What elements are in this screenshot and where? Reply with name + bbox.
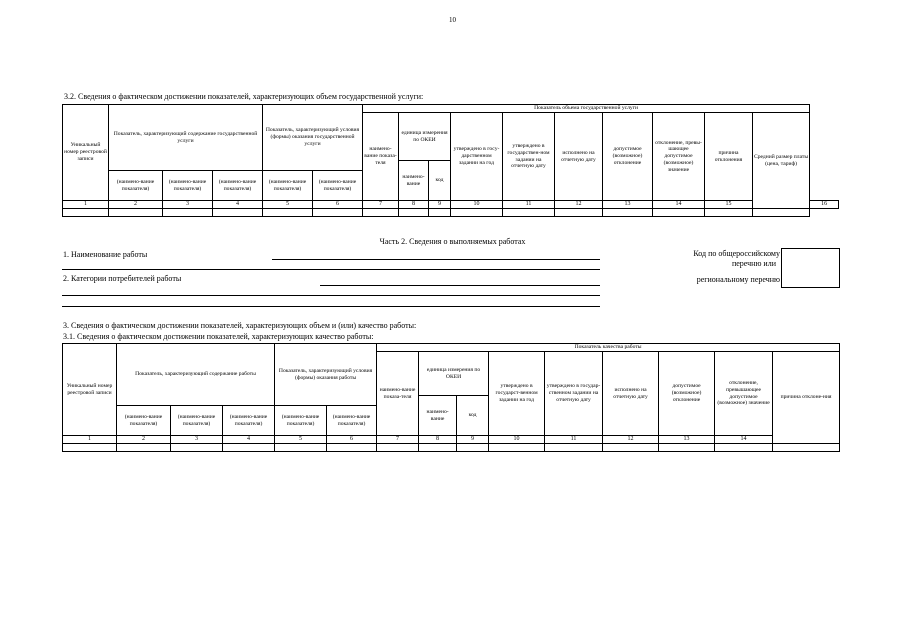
quality-indicators-table [62,343,840,452]
empty-cell [117,444,171,452]
header-executed: исполнено на отчетную дату [555,113,603,201]
code-label-line-3: региональному перечню [696,275,780,284]
header-content-indicator: Показатель, характеризующий содержание государственной услуги [109,105,263,171]
column-number: 12 [603,436,659,444]
column-number: 9 [457,436,489,444]
subheader-name-indicator: (наимено-вание показателя) [213,171,263,201]
subheader-name-indicator: (наимено-вание показателя) [275,406,327,436]
header-unit-name: наимено-вание [399,161,429,201]
empty-cell [773,444,840,452]
empty-cell [451,209,503,217]
header-content-indicator: Показатель, характеризующий содержание работы [117,344,275,406]
header-approved-year: утверждено в госу-дарственном задании на год [451,113,503,201]
consumers-line [320,285,600,286]
header-unique-number: Уникальный номер реестровой записи [63,105,109,201]
column-number: 9 [429,201,451,209]
header-deviation-reason: причина отклоне-ния [773,352,840,444]
code-label [650,249,780,285]
subheader-name-indicator: (наимено-вание показателя) [163,171,213,201]
empty-cell [489,444,545,452]
empty-cell [275,444,327,452]
empty-cell [429,209,451,217]
column-number: 3 [171,436,223,444]
column-number: 14 [715,436,773,444]
subheader-name-indicator: (наимено-вание показателя) [223,406,275,436]
work-name-line-2 [62,269,600,270]
empty-cell [109,209,163,217]
subheader-name-indicator: (наимено-вание показателя) [327,406,377,436]
section-3-1-caption: 3.1. Сведения о фактическом достижении показателей, характеризующих качество работы: [63,332,374,341]
code-label-line-1: Код по общероссийскому [693,249,780,258]
empty-cell [213,209,263,217]
column-number: 3 [163,201,213,209]
empty-cell [503,209,555,217]
empty-cell [659,444,715,452]
part-2-title: Часть 2. Сведения о выполняемых работах [379,237,526,246]
header-executed: исполнено на отчетную дату [603,352,659,436]
section-3-caption: 3. Сведения о фактическом достижении показателей, характеризующих объем и (или) качество работы: [63,321,417,330]
header-approved-year: утверждено в государст-венном задании на год [489,352,545,436]
empty-cell [603,209,653,217]
header-approved-date: утверждено в государствен-ном задании на отчетную дату [503,113,555,201]
column-number: 15 [705,201,753,209]
header-unit-okei: единица измерения по ОКЕИ [419,352,489,396]
code-label-line-2: перечню или [731,259,776,268]
consumers-line-3 [62,306,600,307]
column-number: 10 [489,436,545,444]
column-number: 7 [377,436,419,444]
column-number: 2 [109,201,163,209]
header-average-fee: Средний размер платы (цена, тариф) [753,113,810,209]
empty-cell [545,444,603,452]
header-over-deviation: отклонение, превышающее допустимое (возможное) значение [715,352,773,436]
empty-cell [399,209,429,217]
consumers-line-2 [62,295,600,296]
column-number: 13 [603,201,653,209]
table-row [63,209,839,217]
header-approved-date: утверждено в государ-ственном задании на отчетную дату [545,352,603,436]
header-volume-indicator: Показатель объема государственной услуги [363,105,810,113]
header-unique-number: Уникальный номер реестровой записи [63,344,117,436]
code-box [781,248,840,288]
subheader-name-indicator: (наимено-вание показателя) [171,406,223,436]
empty-cell [63,444,117,452]
empty-cell [313,209,363,217]
column-number: 10 [451,201,503,209]
column-number: 6 [313,201,363,209]
header-allowed-deviation: допустимое (возможное) отклонение [603,113,653,201]
empty-cell [171,444,223,452]
volume-indicators-table [62,104,839,217]
empty-cell [223,444,275,452]
work-name-label: 1. Наименование работы [63,250,148,259]
header-indicator-name: наимено-вание показа-теля [377,352,419,436]
column-number: 5 [275,436,327,444]
header-unit-name: наимено-вание [419,396,457,436]
column-number: 13 [659,436,715,444]
column-number: 12 [555,201,603,209]
header-unit-okei: единица измерения по ОКЕИ [399,113,451,161]
empty-cell [419,444,457,452]
header-indicator-name: наимено-вание показа-теля [363,113,399,201]
column-number: 8 [419,436,457,444]
header-deviation-reason: причина отклонения [705,113,753,201]
column-number: 2 [117,436,171,444]
empty-cell [705,209,753,217]
subheader-name-indicator: (наимено-вание показателя) [263,171,313,201]
empty-cell [327,444,377,452]
section-3-2-caption: 3.2. Сведения о фактическом достижении показателей, характеризующих объем государственной услуги: [64,92,424,101]
empty-cell [363,209,399,217]
empty-cell [263,209,313,217]
work-name-line [272,259,600,260]
empty-cell [715,444,773,452]
header-quality-indicator: Показатель качества работы [377,344,840,352]
column-number: 7 [363,201,399,209]
subheader-name-indicator: (наимено-вание показателя) [109,171,163,201]
column-number: 11 [545,436,603,444]
header-over-deviation: отклонение, превы-шающее допустимое (возможное) значение [653,113,705,201]
header-conditions-indicator: Показатель, характеризующий условия (формы) оказания государственной услуги [263,105,363,171]
empty-cell [603,444,659,452]
table-row [63,444,840,452]
column-number: 14 [653,201,705,209]
column-number: 4 [223,436,275,444]
column-number: 1 [63,201,109,209]
column-number: 8 [399,201,429,209]
column-number: 4 [213,201,263,209]
column-number: 1 [63,436,117,444]
header-unit-code: код [457,396,489,436]
subheader-name-indicator: (наимено-вание показателя) [117,406,171,436]
page-number: 10 [449,16,456,24]
empty-cell [377,444,419,452]
header-allowed-deviation: допустимое (возможное) отклонение [659,352,715,436]
column-number: 16 [810,201,839,209]
empty-cell [457,444,489,452]
header-conditions-indicator: Показатель, характеризующий условия (формы) оказания работы [275,344,377,406]
column-number: 6 [327,436,377,444]
empty-cell [163,209,213,217]
empty-cell [753,209,810,217]
empty-cell [653,209,705,217]
header-unit-code: код [429,161,451,201]
empty-cell [63,209,109,217]
empty-cell [555,209,603,217]
column-number: 11 [503,201,555,209]
column-number: 5 [263,201,313,209]
consumers-label: 2. Категории потребителей работы [63,274,182,283]
subheader-name-indicator: (наимено-вание показателя) [313,171,363,201]
